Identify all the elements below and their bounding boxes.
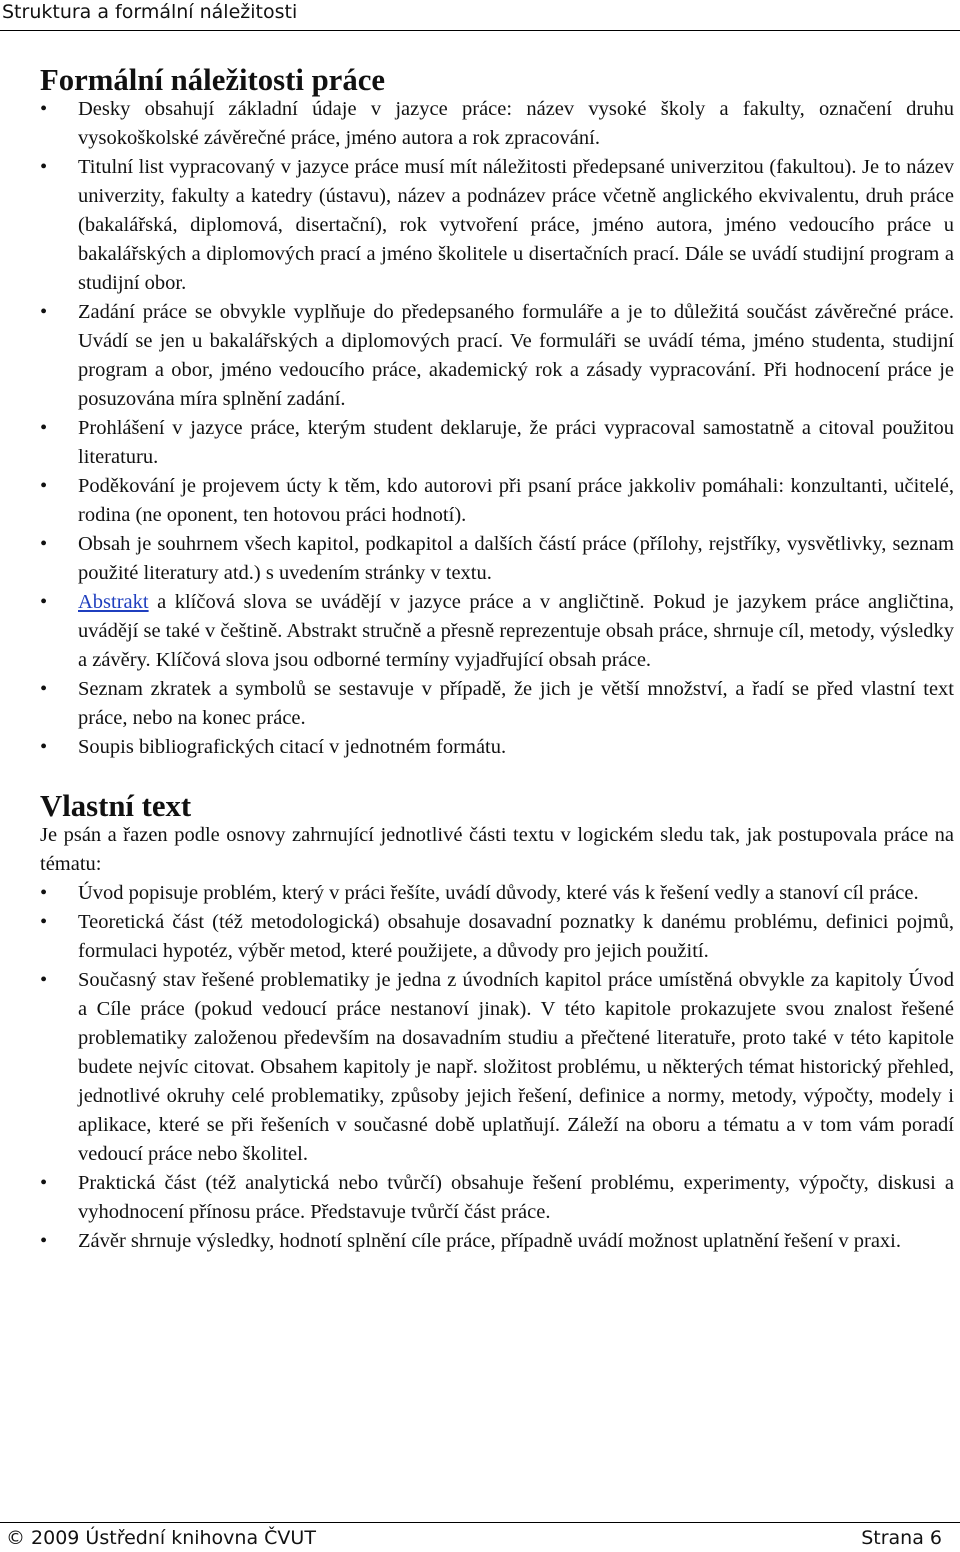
list-item bbox=[40, 966, 954, 1169]
own-text-list bbox=[40, 879, 954, 1256]
bullet-icon: • bbox=[40, 98, 48, 120]
list-item bbox=[40, 414, 954, 472]
list-item-text: Poděkování je projevem úcty k těm, kdo autorovi při psaní práce jakkoliv pomáhali: konzultanti, učitelé, rodina (ne oponent, ten hotovou práci hodnotí). bbox=[78, 475, 954, 526]
bullet-icon: • bbox=[40, 911, 48, 933]
list-item bbox=[40, 298, 954, 414]
section-heading-own-text: Vlastní text bbox=[40, 789, 192, 823]
section-intro: Je psán a řazen podle osnovy zahrnující jednotlivé části textu v logickém sledu tak, jak postupovala práce na tématu: bbox=[40, 824, 954, 875]
page-footer bbox=[0, 1522, 960, 1552]
list-item-text: a klíčová slova se uvádějí v jazyce práce a v angličtině. Pokud je jazykem práce angličtina, uvádějí se také v češtině. Abstrakt stručně a přesně reprezentuje obsah práce, shrnuje cíl, metody, výsledky a závěry. Klíčová slova jsou odborné termíny vyjadřující obsah práce. bbox=[78, 591, 954, 671]
list-item-text: Soupis bibliografických citací v jednotném formátu. bbox=[78, 736, 507, 758]
section-heading-formal: Formální náležitosti práce bbox=[40, 63, 386, 97]
list-item bbox=[40, 908, 954, 966]
list-item-text: Prohlášení v jazyce práce, kterým student deklaruje, že práci vypracoval samostatně a citoval použitou literaturu. bbox=[78, 417, 954, 468]
list-item bbox=[40, 472, 954, 530]
formal-requirements-list bbox=[40, 95, 954, 762]
list-item-text: Současný stav řešené problematiky je jedna z úvodních kapitol práce umístěná obvykle za kapitoly Úvod a Cíle práce (pokud vedoucí práce nestanoví jinak). V této kapitole prokazujete svou znalost řešené problematiky založenou především na dosavadním studiu a přečtené literatuře, proto také v této kapitole budete nejvíc citovat. Obsahem kapitoly je např. složitost problému, u některých témat historický přehled, jednotlivé okruhy celé problematiky, způsoby jejich řešení, definice a normy, metody, výpočty, modely i aplikace, které se při řešeních v současné době uplatňují. Záleží na oboru a tématu a v tom vám poradí vedoucí práce nebo školitel. bbox=[78, 969, 954, 1165]
bullet-icon: • bbox=[40, 969, 48, 991]
list-item bbox=[40, 675, 954, 733]
list-item-text: Závěr shrnuje výsledky, hodnotí splnění cíle práce, případně uvádí možnost uplatnění řešení v praxi. bbox=[78, 1230, 901, 1252]
list-item bbox=[40, 153, 954, 298]
footer-copyright: © 2009 Ústřední knihovna ČVUT bbox=[6, 1527, 316, 1549]
bullet-icon: • bbox=[40, 475, 48, 497]
list-item-text: Titulní list vypracovaný v jazyce práce musí mít náležitosti předepsané univerzitou (fakultou). Je to název univerzity, fakulty a katedry (ústavu), název a podnázev práce včetně anglického ekvivalentu, druh práce (bakalářská, diplomová, disertační), rok vytvoření práce, jméno autora, jméno vedoucího práce u bakalářských a diplomových prací a jméno školitele u disertačních prací. Dále se uvádí studijní program a studijní obor. bbox=[78, 156, 954, 294]
bullet-icon: • bbox=[40, 591, 48, 613]
list-item bbox=[40, 879, 954, 908]
list-item bbox=[40, 95, 954, 153]
list-item-text: Teoretická část (též metodologická) obsahuje dosavadní poznatky k danému problému, definici pojmů, formulaci hypotéz, výběr metod, které použijete, a důvody pro jejich použití. bbox=[78, 911, 954, 962]
list-item bbox=[40, 530, 954, 588]
list-item-text: Obsah je souhrnem všech kapitol, podkapitol a dalších částí práce (přílohy, rejstříky, vysvětlivky, seznam použité literatury atd.) s uvedením stránky v textu. bbox=[78, 533, 954, 584]
list-item-text: Desky obsahují základní údaje v jazyce práce: název vysoké školy a fakulty, označení druhu vysokoškolské závěrečné práce, jméno autora a rok zpracování. bbox=[78, 98, 954, 149]
bullet-icon: • bbox=[40, 417, 48, 439]
list-item bbox=[40, 1169, 954, 1227]
bullet-icon: • bbox=[40, 678, 48, 700]
bullet-icon: • bbox=[40, 736, 48, 758]
bullet-icon: • bbox=[40, 301, 48, 323]
list-item-text: Úvod popisuje problém, který v práci řešíte, uvádí důvody, které vás k řešení vedly a stanoví cíl práce. bbox=[78, 882, 919, 904]
bullet-icon: • bbox=[40, 156, 48, 178]
page-header bbox=[0, 0, 960, 31]
abstract-link[interactable]: Abstrakt bbox=[78, 591, 149, 613]
page-number: Strana 6 bbox=[861, 1527, 942, 1549]
header-title: Struktura a formální náležitosti bbox=[2, 1, 298, 23]
list-item-text: Praktická část (též analytická nebo tvůrčí) obsahuje řešení problému, experimenty, výpočty, diskusi a vyhodnocení přínosu práce. Představuje tvůrčí část práce. bbox=[78, 1172, 954, 1223]
bullet-icon: • bbox=[40, 533, 48, 555]
bullet-icon: • bbox=[40, 1172, 48, 1194]
list-item-abstract bbox=[40, 588, 954, 675]
bullet-icon: • bbox=[40, 882, 48, 904]
list-item-text: Zadání práce se obvykle vyplňuje do předepsaného formuláře a je to důležitá součást závěrečné práce. Uvádí se jen u bakalářských a diplomových prací. Ve formuláři se uvádí téma, jméno studenta, studijní program a obor, jméno vedoucího práce, akademický rok a zásady vypracování. Při hodnocení práce je posuzována míra splnění zadání. bbox=[78, 301, 954, 410]
list-item bbox=[40, 733, 954, 762]
document-body bbox=[40, 63, 954, 1256]
bullet-icon: • bbox=[40, 1230, 48, 1252]
list-item-text: Seznam zkratek a symbolů se sestavuje v případě, že jich je větší množství, a řadí se před vlastní text práce, nebo na konec práce. bbox=[78, 678, 954, 729]
list-item bbox=[40, 1227, 954, 1256]
